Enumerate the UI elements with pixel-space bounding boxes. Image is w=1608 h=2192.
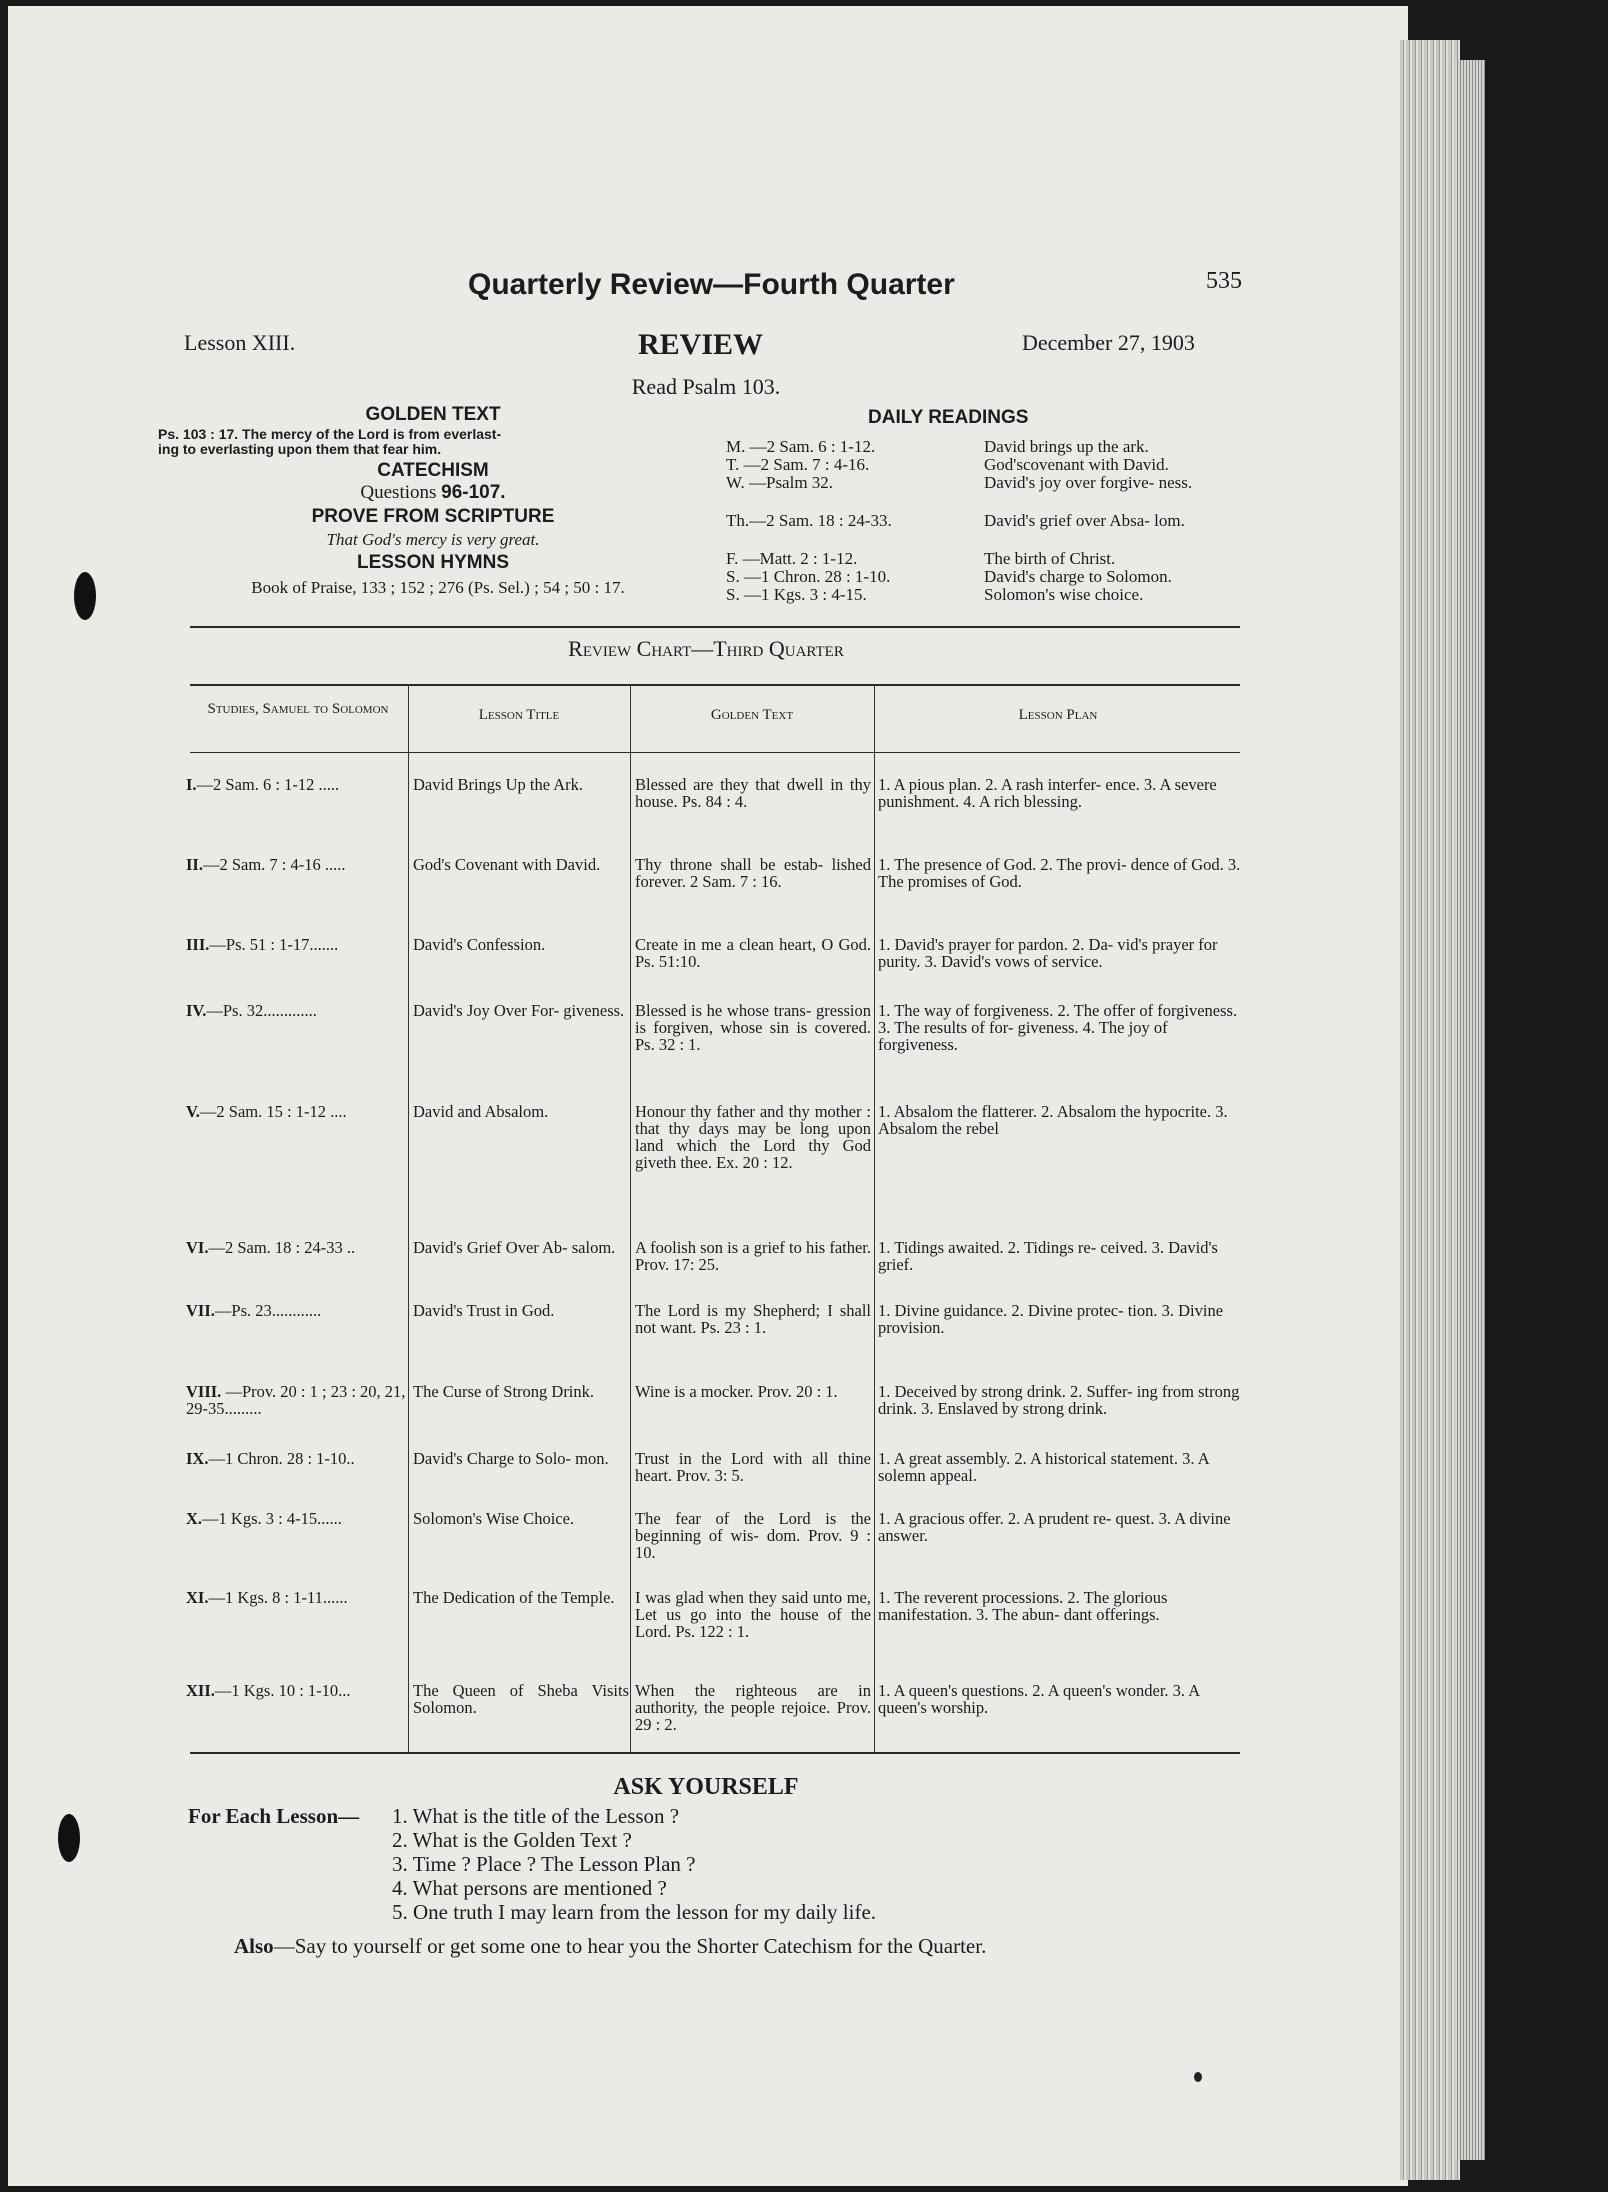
chart-cell-plan: 1. A pious plan. 2. A rash interfer- ence. 3. A severe punishment. 4. A rich blessing. <box>878 775 1217 811</box>
chart-study-ref: —Ps. 32............. <box>206 1001 317 1020</box>
chart-study-ref: —1 Kgs. 10 : 1-10... <box>214 1681 351 1700</box>
chart-header-title: Lesson Title <box>478 707 560 723</box>
chart-lesson-numeral: VI. <box>186 1238 209 1257</box>
daily-reading-desc: God'scovenant with David. <box>984 455 1169 474</box>
chart-cell-study <box>186 1239 406 1256</box>
chart-cell-plan: 1. The reverent processions. 2. The glorious manifestation. 3. The abun- dant offerings. <box>878 1588 1168 1624</box>
chart-cell-title: The Curse of Strong Drink. <box>413 1382 595 1401</box>
chart-cell-plan: 1. The presence of God. 2. The provi- dence of God. 3. The promises of God. <box>878 855 1241 891</box>
chart-top-rule <box>190 684 1240 686</box>
golden-text-line: ing to everlasting upon them that fear him. <box>158 441 442 457</box>
chart-study-ref: —Prov. 20 : 1 ; 23 : 20, 21, 29-35......... <box>186 1382 406 1418</box>
chart-cell-title: David and Absalom. <box>413 1102 549 1121</box>
chart-cell-plan: 1. A queen's questions. 2. A queen's wonder. 3. A queen's worship. <box>878 1681 1200 1717</box>
also-label: Also <box>234 1934 274 1958</box>
chart-cell-golden-text: The fear of the Lord is the beginning of wis- dom. Prov. 9 : 10. <box>635 1509 871 1562</box>
chart-header-studies: Studies, Samuel to Solomon <box>207 701 389 717</box>
chart-cell-golden-text: The Lord is my Shepherd; I shall not want. Ps. 23 : 1. <box>635 1301 871 1337</box>
chart-cell-golden-text: Trust in the Lord with all thine heart. Prov. 3: 5. <box>635 1449 871 1485</box>
hymns-heading: LESSON HYMNS <box>356 552 510 573</box>
ask-question: 2. What is the Golden Text ? <box>392 1828 632 1852</box>
chart-column-divider <box>630 684 631 1752</box>
daily-reading-ref: F. —Matt. 2 : 1-12. <box>726 549 858 568</box>
prove-body: That God's mercy is very great. <box>326 530 540 549</box>
ask-question: 3. Time ? Place ? The Lesson Plan ? <box>392 1852 696 1876</box>
chart-cell-plan: 1. A great assembly. 2. A historical statement. 3. A solemn appeal. <box>878 1449 1209 1485</box>
ask-yourself-heading: ASK YOURSELF <box>613 1774 799 1800</box>
chart-cell-golden-text: I was glad when they said unto me, Let us go into the house of the Lord. Ps. 122 : 1. <box>635 1588 871 1641</box>
chart-lesson-numeral: V. <box>186 1102 200 1121</box>
chart-study-ref: —1 Kgs. 8 : 1-11...... <box>208 1588 348 1607</box>
chart-cell-study <box>186 1002 406 1019</box>
golden-text-body <box>158 427 718 457</box>
chart-cell-study <box>186 1383 406 1417</box>
chart-lesson-numeral: VIII. <box>186 1382 222 1401</box>
chart-cell-study <box>186 856 406 873</box>
page-speck <box>1194 2072 1202 2082</box>
chart-cell-plan: 1. A gracious offer. 2. A prudent re- quest. 3. A divine answer. <box>878 1509 1231 1545</box>
chart-cell-plan: 1. David's prayer for pardon. 2. Da- vid's prayer for purity. 3. David's vows of service. <box>878 935 1218 971</box>
binding-hole-top <box>74 572 96 620</box>
chart-cell-plan: 1. Tidings awaited. 2. Tidings re- ceived. 3. David's grief. <box>878 1238 1218 1274</box>
chart-cell-golden-text: Blessed is he whose trans- gression is forgiven, whose sin is covered. Ps. 32 : 1. <box>635 1001 871 1054</box>
daily-reading-desc: David's grief over Absa- lom. <box>984 511 1185 530</box>
chart-cell-study <box>186 1510 406 1527</box>
golden-text-line: Ps. 103 : 17. The mercy of the Lord is from everlast- <box>158 426 502 442</box>
book-page <box>8 6 1408 2186</box>
chart-cell-title: David's Trust in God. <box>413 1301 555 1320</box>
chart-header-golden-text: Golden Text <box>710 707 794 723</box>
chart-cell-study <box>186 1450 406 1467</box>
chart-cell-title: The Dedication of the Temple. <box>413 1588 615 1607</box>
hymns-body: Book of Praise, 133 ; 152 ; 276 (Ps. Sel.) ; 54 ; 50 : 17. <box>251 578 625 597</box>
chart-cell-title: The Queen of Sheba Visits Solomon. <box>413 1681 629 1717</box>
chart-column-divider <box>408 684 409 1752</box>
chart-cell-plan: 1. Divine guidance. 2. Divine protec- tion. 3. Divine provision. <box>878 1301 1224 1337</box>
chart-lesson-numeral: XII. <box>186 1681 215 1700</box>
chart-cell-study <box>186 1682 406 1699</box>
daily-reading-ref: S. —1 Chron. 28 : 1-10. <box>726 567 891 586</box>
chart-cell-plan: 1. The way of forgiveness. 2. The offer of forgiveness. 3. The results of for- giveness. 4. The joy of forgiveness. <box>878 1001 1238 1054</box>
chart-study-ref: —2 Sam. 7 : 4-16 ..... <box>202 855 346 874</box>
chart-column-divider <box>874 684 875 1752</box>
ask-question: 5. One truth I may learn from the lesson for my daily life. <box>392 1900 877 1924</box>
chart-study-ref: —2 Sam. 6 : 1-12 ..... <box>196 775 340 794</box>
catechism-range: 96-107. <box>441 482 506 503</box>
also-text: —Say to yourself or get some one to hear you the Shorter Catechism for the Quarter. <box>273 1934 987 1958</box>
daily-readings-heading: DAILY READINGS <box>868 407 1029 428</box>
chart-lesson-numeral: X. <box>186 1509 203 1528</box>
chart-cell-study <box>186 1103 406 1120</box>
page-edges <box>1400 40 1460 2180</box>
catechism-label: Questions <box>360 482 437 503</box>
also-instruction <box>234 1934 986 1959</box>
section-rule <box>190 626 1240 628</box>
chart-cell-plan: 1. Absalom the flatterer. 2. Absalom the hypocrite. 3. Absalom the rebel <box>878 1102 1228 1138</box>
review-chart-caption: Review Chart—Third Quarter <box>568 636 844 661</box>
chart-lesson-numeral: IV. <box>186 1001 207 1020</box>
lesson-number: Lesson XIII. <box>184 330 296 355</box>
catechism-body <box>158 482 708 504</box>
chart-lesson-numeral: III. <box>186 935 210 954</box>
chart-study-ref: —2 Sam. 18 : 24-33 .. <box>208 1238 356 1257</box>
page-number: 535 <box>1206 268 1242 294</box>
daily-reading-ref: W. —Psalm 32. <box>726 473 834 492</box>
daily-reading-ref: Th.—2 Sam. 18 : 24-33. <box>726 511 892 530</box>
chart-study-ref: —Ps. 51 : 1-17....... <box>209 935 339 954</box>
chart-lesson-numeral: II. <box>186 855 203 874</box>
chart-cell-study <box>186 936 406 953</box>
chart-cell-title: David's Joy Over For- giveness. <box>413 1001 625 1020</box>
chart-cell-title: David's Confession. <box>413 935 546 954</box>
chart-cell-plan: 1. Deceived by strong drink. 2. Suffer- ing from strong drink. 3. Enslaved by strong drink. <box>878 1382 1240 1418</box>
chart-cell-golden-text: A foolish son is a grief to his father. Prov. 17: 25. <box>635 1238 872 1274</box>
catechism-heading: CATECHISM <box>377 460 489 481</box>
chart-cell-title: David's Grief Over Ab- salom. <box>413 1238 616 1257</box>
lesson-date: December 27, 1903 <box>1022 330 1195 355</box>
chart-lesson-numeral: IX. <box>186 1449 209 1468</box>
daily-reading-ref: T. —2 Sam. 7 : 4-16. <box>726 455 870 474</box>
chart-lesson-numeral: I. <box>186 775 197 794</box>
chart-header-rule <box>190 752 1240 753</box>
chart-cell-golden-text: Thy throne shall be estab- lished forever. 2 Sam. 7 : 16. <box>635 855 871 891</box>
chart-cell-golden-text: Create in me a clean heart, O God. Ps. 51:10. <box>635 935 871 971</box>
prove-heading: PROVE FROM SCRIPTURE <box>311 506 555 527</box>
golden-text-heading: GOLDEN TEXT <box>365 404 501 425</box>
chart-lesson-numeral: VII. <box>186 1301 215 1320</box>
page-edges-shadow <box>1455 60 1485 2160</box>
chart-cell-title: David's Charge to Solo- mon. <box>413 1449 609 1468</box>
chart-study-ref: —Ps. 23............ <box>214 1301 322 1320</box>
daily-reading-ref: M. —2 Sam. 6 : 1-12. <box>726 437 876 456</box>
daily-reading-desc: The birth of Christ. <box>984 549 1116 568</box>
chart-cell-title: Solomon's Wise Choice. <box>413 1509 575 1528</box>
chart-lesson-numeral: XI. <box>186 1588 209 1607</box>
daily-reading-desc: David's joy over forgive- ness. <box>984 473 1193 492</box>
chart-cell-study <box>186 1589 406 1606</box>
daily-reading-desc: Solomon's wise choice. <box>984 585 1144 604</box>
chart-cell-title: David Brings Up the Ark. <box>413 775 584 794</box>
for-each-lesson-label: For Each Lesson— <box>188 1804 360 1828</box>
daily-reading-desc: David brings up the ark. <box>984 437 1149 456</box>
ask-question: 4. What persons are mentioned ? <box>392 1876 667 1900</box>
chart-study-ref: —2 Sam. 15 : 1-12 .... <box>199 1102 347 1121</box>
chart-cell-golden-text: Wine is a mocker. Prov. 20 : 1. <box>635 1382 838 1401</box>
read-passage: Read Psalm 103. <box>631 374 781 399</box>
chart-cell-golden-text: Blessed are they that dwell in thy house. Ps. 84 : 4. <box>635 775 871 811</box>
ask-question: 1. What is the title of the Lesson ? <box>392 1804 680 1828</box>
chart-header-plan: Lesson Plan <box>1018 707 1098 723</box>
chart-cell-study <box>186 776 406 793</box>
chart-study-ref: —1 Chron. 28 : 1-10.. <box>208 1449 355 1468</box>
chart-cell-golden-text: When the righteous are in authority, the people rejoice. Prov. 29 : 2. <box>635 1681 871 1734</box>
chart-cell-golden-text: Honour thy father and thy mother : that thy days may be long upon land which the Lord thy God giveth thee. Ex. 20 : 12. <box>635 1102 871 1172</box>
lesson-title: REVIEW <box>638 328 764 361</box>
running-header-title: Quarterly Review—Fourth Quarter <box>468 268 955 301</box>
chart-bottom-rule <box>190 1752 1240 1754</box>
daily-reading-desc: David's charge to Solomon. <box>984 567 1172 586</box>
binding-hole-bottom <box>58 1814 80 1862</box>
chart-study-ref: —1 Kgs. 3 : 4-15...... <box>202 1509 342 1528</box>
chart-cell-study <box>186 1302 406 1319</box>
daily-reading-ref: S. —1 Kgs. 3 : 4-15. <box>726 585 867 604</box>
chart-cell-title: God's Covenant with David. <box>413 855 601 874</box>
